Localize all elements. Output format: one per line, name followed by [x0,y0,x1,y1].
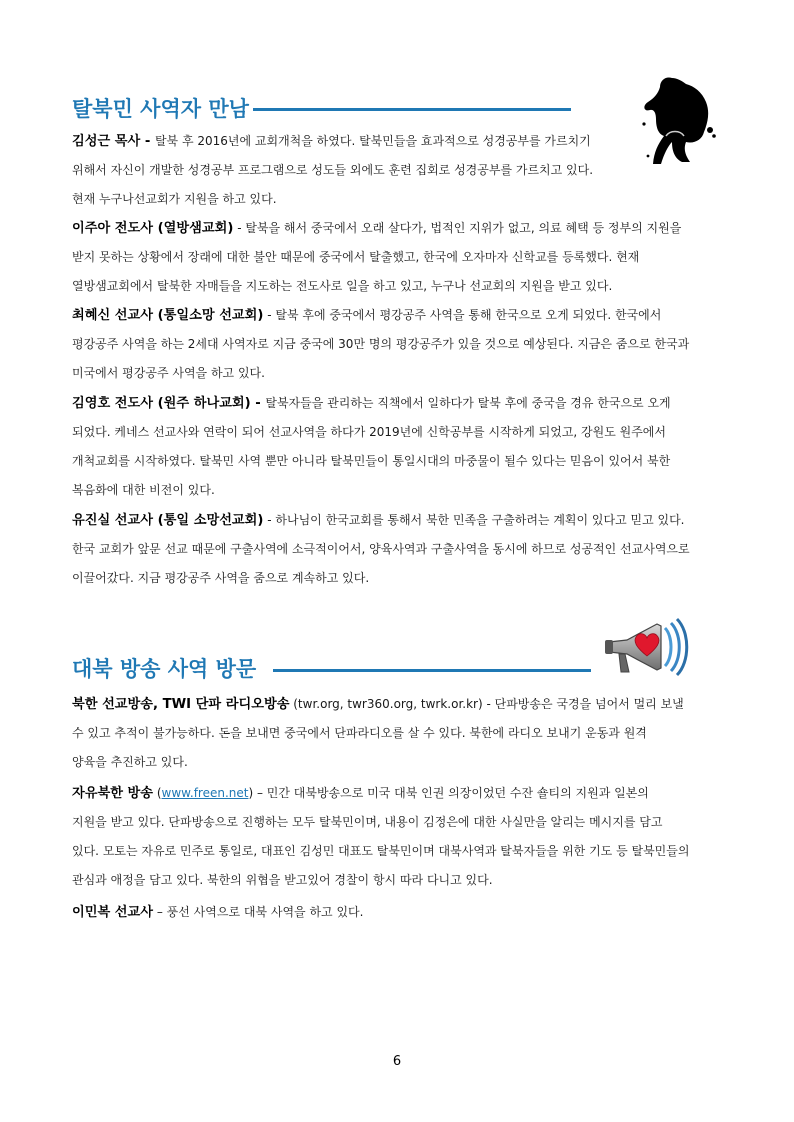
entry-twi-radio: 북한 선교방송, TWI 단파 라디오방송 (twr.org, twr360.org, twrk.or.kr) - 단파방송은 국경을 넘어서 멀리 보낼 수 있고 추적이 불가능하다. 돈을 보내면 중국에서 단파라디오를 살 수 있다. 북한에 라디오 보내기 운동과 원격 양육을 추진하고 있다. [72,697,684,769]
entry-name: 유진실 선교사 (통일 소망선교회) [72,513,264,528]
entry-lee-minbok: 이민복 선교사 – 풍선 사역으로 대북 사역을 하고 있다. [72,905,364,920]
entry-name: 이주아 전도사 (열방샘교회) [72,221,234,236]
entry-free-nk-radio: 자유북한 방송 (www.freen.net) – 민간 대북방송으로 미국 대북 인권 의장이었던 수잔 숄티의 지원과 일본의 지원을 받고 있다. 단파방송으로 진행하는 모두 탈북민이며, 내용이 김정은에 대한 사실만을 알리는 메시지를 담고 있다. 모토는 자유로 민주로 통일로, 대표인 김성민 대표도 탈북민이며 대북사역과 탈북자들을 위한 기도 등 탈북민들의 관심과 애정을 담고 있다. 북한의 위협을 받고있어 경찰이 항시 따라 다니고 있다. [72,786,690,887]
entry-name: 최혜신 선교사 (통일소망 선교회) [72,308,264,323]
entry-yoo-jinsil: 유진실 선교사 (통일 소망선교회) - 하나님이 한국교회를 통해서 북한 민족을 구출하려는 계획이 있다고 믿고 있다. 한국 교회가 앞문 선교 때문에 구출사역에 소극적이어서, 양육사역과 구출사역을 동시에 하므로 성공적인 선교사역으로 이끌어갔다. 지금 평강공주 사역을 줌으로 계속하고 있다. [72,513,690,585]
section-title-defectors: 탈북민 사역자 만남 [72,97,249,121]
freen-link[interactable]: www.freen.net [161,786,249,800]
section-title-broadcast: 대북 방송 사역 방문 [72,657,257,681]
heading-rule [253,108,571,111]
entry-name: 북한 선교방송, TWI 단파 라디오방송 [72,697,290,712]
entry-kim-youngho: 김영호 전도사 (원주 하나교회) - 탈북자들을 관리하는 직책에서 일하다가 탈북 후에 중국을 경유 한국으로 오게 되었다. 케네스 선교사와 연락이 되어 선교사역을 하다가 2019년에 신학공부를 시작하게 되었고, 강원도 원주에서 개척교회를 시작하였다. 탈북민 사역 뿐만 아니라 탈북민들이 통일시대의 마중물이 될수 있다는 믿음이 있어서 북한 복음화에 대한 비전이 있다. [72,396,671,497]
heading-rule [273,669,591,672]
page-number: 6 [392,1054,402,1069]
entry-kim-seonggeun: 김성근 목사 - 탈북 후 2016년에 교회개척을 하였다. 탈북민들을 효과적으로 성경공부를 가르치기 위해서 자신이 개발한 성경공부 프로그램으로 성도들 외에도 훈련 집회로 성경공부를 가르치고 있다. 현재 누구나선교회가 지원을 하고 있다. [72,134,594,206]
entry-name: 이민복 선교사 [72,905,154,920]
entry-name: 김성근 목사 [72,134,141,149]
entry-choi-hyesin: 최혜신 선교사 (통일소망 선교회) - 탈북 후에 중국에서 평강공주 사역을 통해 한국으로 오게 되었다. 한국에서 평강공주 사역을 하는 2세대 사역자로 지금 중국에 30만 명의 평강공주가 있을 것으로 예상된다. 지금은 줌으로 한국과 미국에서 평강공주 사역을 하고 있다. [72,308,690,380]
entry-name: 자유북한 방송 [72,786,154,801]
entry-lee-jua: 이주아 전도사 (열방샘교회) - 탈북을 해서 중국에서 오래 살다가, 법적인 지위가 없고, 의료 혜택 등 정부의 지원을 받지 못하는 상황에서 장래에 대한 불안 때문에 중국에서 탈출했고, 한국에 오자마자 신학교를 등록했다. 현재 열방샘교회에서 탈북한 자매들을 지도하는 전도사로 일을 하고 있고, 누구나 선교회의 지원을 받고 있다. [72,221,682,293]
megaphone-heart-icon [603,616,691,684]
entry-name: 김영호 전도사 (원주 하나교회) [72,396,251,411]
